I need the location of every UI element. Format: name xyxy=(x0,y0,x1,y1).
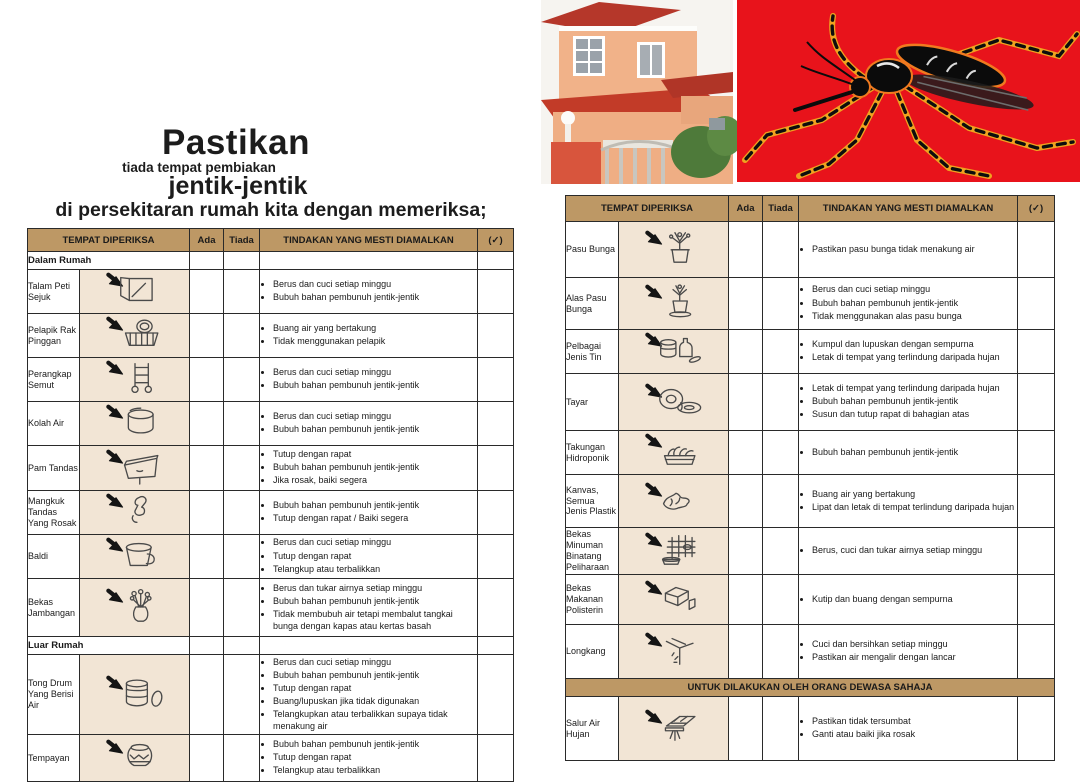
actions-list: • Berus, cuci dan tukar airnya setiap minggu xyxy=(799,545,1017,557)
tiada-cell xyxy=(763,222,799,278)
table-row xyxy=(566,528,1055,575)
toilet-cistern-icon xyxy=(97,447,173,485)
row-name: Kolah Air xyxy=(28,402,80,446)
col-ada: Ada xyxy=(729,196,763,222)
drain-icon xyxy=(636,630,712,668)
check-cell xyxy=(1018,697,1055,761)
actions-list: • Berus dan cuci setiap minggu • Bubuh bahan pembunuh jentik-jentik xyxy=(260,411,477,436)
tyres-icon xyxy=(636,381,712,419)
col-tindakan: TINDAKAN YANG MESTI DIAMALKAN xyxy=(260,229,478,252)
pot-saucer-icon xyxy=(636,282,712,320)
polystyrene-box-icon xyxy=(636,578,712,616)
check-cell xyxy=(1018,575,1055,625)
left-check-table xyxy=(27,228,514,782)
dish-rack-icon xyxy=(97,314,173,352)
table-row xyxy=(566,222,1055,278)
actions-list: • Buang air yang bertakung • Lipat dan letak di tempat terlindung daripada hujan xyxy=(799,489,1017,514)
ada-cell xyxy=(190,655,224,735)
check-cell xyxy=(1018,278,1055,330)
ada-cell xyxy=(190,270,224,314)
ada-cell xyxy=(729,374,763,431)
tiada-cell xyxy=(763,278,799,330)
table-row xyxy=(28,314,514,358)
roof-gutter-icon xyxy=(636,707,712,745)
table-row xyxy=(566,431,1055,475)
tiada-cell xyxy=(763,575,799,625)
ada-cell xyxy=(729,528,763,575)
col-tiada: Tiada xyxy=(763,196,799,222)
pet-bowl-icon xyxy=(636,530,712,568)
ada-cell xyxy=(729,330,763,374)
actions-list: • Bubuh bahan pembunuh jentik-jentik • Tutup dengan rapat / Baiki segera xyxy=(260,500,477,525)
tiada-cell xyxy=(763,697,799,761)
section-row xyxy=(28,252,514,270)
actions-list: • Berus dan cuci setiap minggu • Bubuh bahan pembunuh jentik-jentik xyxy=(260,279,477,304)
tiada-cell xyxy=(763,475,799,528)
row-name: Alas Pasu Bunga xyxy=(566,278,619,330)
ada-cell xyxy=(729,575,763,625)
ada-cell xyxy=(190,446,224,491)
broken-toilet-icon xyxy=(97,491,173,529)
actions-list: • Pastikan tidak tersumbat • Ganti atau baiki jika rosak xyxy=(799,716,1017,741)
ada-cell xyxy=(729,431,763,475)
table-row xyxy=(28,579,514,637)
water-drum-icon xyxy=(97,673,173,711)
tin-cans-icon xyxy=(636,330,712,368)
check-cell xyxy=(1018,374,1055,431)
hydroponic-tray-icon xyxy=(636,431,712,469)
section-label: Luar Rumah xyxy=(28,637,190,655)
check-cell xyxy=(478,446,514,491)
title-line-4: di persekitaran rumah kita dengan memeriksa; xyxy=(55,199,487,221)
water-tank-icon xyxy=(97,402,173,440)
actions-list: • Tutup dengan rapat • Bubuh bahan pembunuh jentik-jentik • Jika rosak, baiki segera xyxy=(260,449,477,487)
table-row xyxy=(566,475,1055,528)
table-row xyxy=(566,374,1055,431)
row-name: Bekas Minuman Binatang Peliharaan xyxy=(566,528,619,575)
actions-list: • Berus dan tukar airnya setiap minggu • Bubuh bahan pembunuh jentik-jentik • Tidak membubuh air tetapi membalut tangkai bunga dengan kapas atau kertas basah xyxy=(260,583,477,633)
house-photo xyxy=(541,0,733,184)
ada-cell xyxy=(190,579,224,637)
actions-list: • Bubuh bahan pembunuh jentik-jentik • Tutup dengan rapat • Telangkup atau terbalikkan xyxy=(260,739,477,777)
check-cell xyxy=(478,579,514,637)
row-name: Takungan Hidroponik xyxy=(566,431,619,475)
ada-cell xyxy=(190,491,224,535)
tiada-cell xyxy=(224,402,260,446)
actions-list: • Cuci dan bersihkan setiap minggu • Pastikan air mengalir dengan lancar xyxy=(799,639,1017,664)
flower-vase-icon xyxy=(97,586,173,624)
row-name: Mangkuk Tandas Yang Rosak xyxy=(28,491,80,535)
tiada-cell xyxy=(224,358,260,402)
row-name: Talam Peti Sejuk xyxy=(28,270,80,314)
tiada-cell xyxy=(763,625,799,679)
table-row xyxy=(28,402,514,446)
actions-list: • Kutip dan buang dengan sempurna xyxy=(799,594,1017,606)
fridge-tray-icon xyxy=(97,270,173,308)
col-check: (✓) xyxy=(1018,196,1055,222)
col-tempat: TEMPAT DIPERIKSA xyxy=(28,229,190,252)
check-cell xyxy=(478,314,514,358)
actions-list: • Buang air yang bertakung • Tidak menggunakan pelapik xyxy=(260,323,477,348)
adults-only-band xyxy=(566,679,1055,697)
row-name: Kanvas, Semua Jenis Plastik xyxy=(566,475,619,528)
check-cell xyxy=(1018,475,1055,528)
table-row xyxy=(28,446,514,491)
row-name: Bekas Jambangan xyxy=(28,579,80,637)
canvas-plastic-icon xyxy=(636,480,712,518)
tiada-cell xyxy=(763,374,799,431)
tiada-cell xyxy=(224,314,260,358)
table-row xyxy=(28,655,514,735)
row-name: Tempayan xyxy=(28,735,80,782)
row-name: Longkang xyxy=(566,625,619,679)
row-name: Baldi xyxy=(28,535,80,579)
col-tempat: TEMPAT DIPERIKSA xyxy=(566,196,729,222)
row-name: Perangkap Semut xyxy=(28,358,80,402)
right-check-table xyxy=(565,195,1055,761)
check-cell xyxy=(478,402,514,446)
table-row xyxy=(566,697,1055,761)
actions-list: • Bubuh bahan pembunuh jentik-jentik xyxy=(799,447,1017,459)
left-table-header xyxy=(28,229,514,252)
row-name: Tong Drum Yang Berisi Air xyxy=(28,655,80,735)
row-name: Bekas Makanan Polisterin xyxy=(566,575,619,625)
table-row xyxy=(28,735,514,782)
flower-pot-icon xyxy=(636,228,712,266)
row-name: Salur Air Hujan xyxy=(566,697,619,761)
tiada-cell xyxy=(224,579,260,637)
tiada-cell xyxy=(763,330,799,374)
ada-cell xyxy=(729,222,763,278)
tiada-cell xyxy=(224,655,260,735)
row-name: Pasu Bunga xyxy=(566,222,619,278)
row-name: Tayar xyxy=(566,374,619,431)
title-line-2: tiada tempat pembiakan xyxy=(122,160,276,175)
ada-cell xyxy=(729,278,763,330)
ada-cell xyxy=(190,314,224,358)
ada-cell xyxy=(729,625,763,679)
ada-cell xyxy=(190,358,224,402)
table-row xyxy=(566,330,1055,374)
check-cell xyxy=(478,535,514,579)
clay-jar-icon xyxy=(97,737,173,775)
actions-list: • Berus dan cuci setiap minggu • Bubuh bahan pembunuh jentik-jentik xyxy=(260,367,477,392)
tiada-cell xyxy=(224,491,260,535)
col-tiada: Tiada xyxy=(224,229,260,252)
check-cell xyxy=(478,491,514,535)
tiada-cell xyxy=(224,270,260,314)
ada-cell xyxy=(190,402,224,446)
check-cell xyxy=(478,358,514,402)
tiada-cell xyxy=(763,431,799,475)
actions-list: • Pastikan pasu bunga tidak menakung air xyxy=(799,244,1017,256)
title-line-1: Pastikan xyxy=(162,123,310,162)
row-name: Pelbagai Jenis Tin xyxy=(566,330,619,374)
row-name: Pam Tandas xyxy=(28,446,80,491)
check-cell xyxy=(478,270,514,314)
ada-cell xyxy=(190,735,224,782)
tiada-cell xyxy=(224,735,260,782)
check-cell xyxy=(1018,330,1055,374)
actions-list: • Kumpul dan lupuskan dengan sempurna • Letak di tempat yang terlindung daripada hujan xyxy=(799,339,1017,364)
ada-cell xyxy=(729,475,763,528)
col-check: (✓) xyxy=(478,229,514,252)
tiada-cell xyxy=(224,535,260,579)
title-line-3: jentik-jentik xyxy=(168,172,308,200)
mosquito-graphic xyxy=(737,0,1080,182)
check-cell xyxy=(1018,625,1055,679)
row-name: Pelapik Rak Pinggan xyxy=(28,314,80,358)
table-row xyxy=(28,491,514,535)
title-block xyxy=(28,124,514,222)
table-row xyxy=(28,270,514,314)
table-row xyxy=(566,625,1055,679)
ada-cell xyxy=(729,697,763,761)
ant-trap-icon xyxy=(97,358,173,396)
table-row xyxy=(28,358,514,402)
check-cell xyxy=(478,655,514,735)
actions-list: • Letak di tempat yang terlindung daripada hujan • Bubuh bahan pembunuh jentik-jentik • Susun dan tutup rapat di bahagian atas xyxy=(799,383,1017,421)
ada-cell xyxy=(190,535,224,579)
adults-only-label: UNTUK DILAKUKAN OLEH ORANG DEWASA SAHAJA xyxy=(566,679,1055,697)
section-label: Dalam Rumah xyxy=(28,252,190,270)
actions-list: • Berus dan cuci setiap minggu • Bubuh bahan pembunuh jentik-jentik • Tutup dengan rapat • Buang/lupuskan jika tidak digunakan • Telangkupkan atau terbalikkan supaya tidak menakung air xyxy=(260,657,477,733)
col-ada: Ada xyxy=(190,229,224,252)
check-cell xyxy=(1018,528,1055,575)
table-row xyxy=(28,535,514,579)
table-row xyxy=(566,575,1055,625)
right-table-header xyxy=(566,196,1055,222)
check-cell xyxy=(1018,431,1055,475)
tiada-cell xyxy=(763,528,799,575)
section-row xyxy=(28,637,514,655)
tiada-cell xyxy=(224,446,260,491)
table-row xyxy=(566,278,1055,330)
bucket-icon xyxy=(97,535,173,573)
col-tindakan: TINDAKAN YANG MESTI DIAMALKAN xyxy=(799,196,1018,222)
actions-list: • Berus dan cuci setiap minggu • Bubuh bahan pembunuh jentik-jentik • Tidak menggunakan alas pasu bunga xyxy=(799,284,1017,322)
actions-list: • Berus dan cuci setiap minggu • Tutup dengan rapat • Telangkup atau terbalikkan xyxy=(260,537,477,575)
check-cell xyxy=(1018,222,1055,278)
check-cell xyxy=(478,735,514,782)
